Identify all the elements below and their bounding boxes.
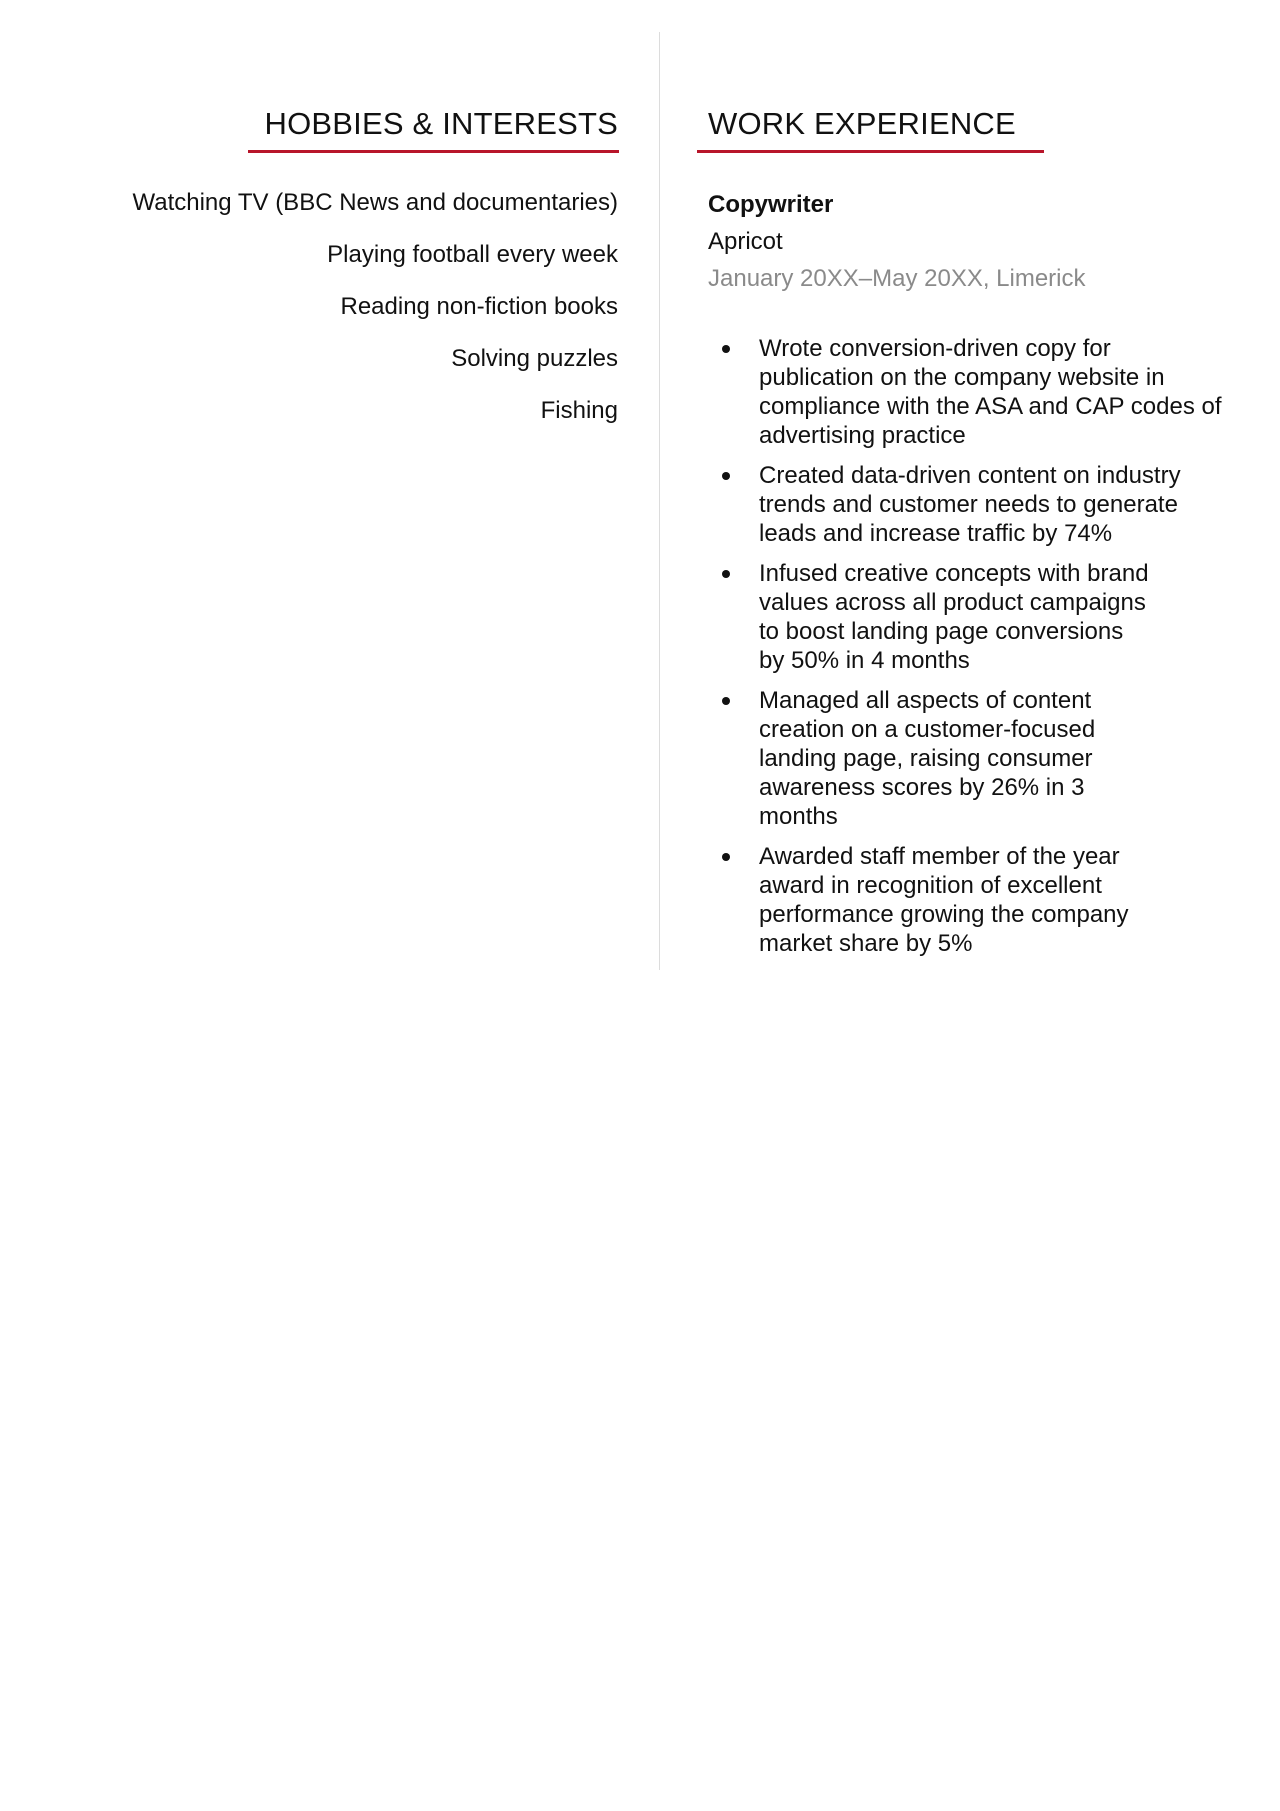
bullet-dot-icon [722,345,730,353]
bullet-dot-icon [722,697,730,705]
job-dates-location: January 20XX–May 20XX, Limerick [708,265,1086,292]
job-entry [708,191,1228,957]
hobby-item: Watching TV (BBC News and documentaries) [132,189,618,216]
hobby-item: Playing football every week [327,241,618,268]
hobbies-list [132,189,618,449]
hobbies-heading-underline [248,150,619,153]
job-bullet-text: Awarded staff member of the year award in recognition of excellent performance growing the company market share by 5% [759,843,1129,957]
hobby-item: Reading non-fiction books [340,293,618,320]
work-experience-heading: WORK EXPERIENCE [708,106,1016,141]
column-divider [659,32,660,970]
job-title: Copywriter [708,191,834,218]
job-company: Apricot [708,228,783,255]
job-bullet [708,461,1229,548]
bullet-dot-icon [722,853,730,861]
bullet-dot-icon [722,472,730,480]
bullet-dot-icon [722,570,730,578]
job-bullet-text: Created data-driven content on industry trends and customer needs to generate leads and increase traffic by 74% [759,462,1181,547]
hobbies-heading: HOBBIES & INTERESTS [264,106,618,141]
job-bullet-text: Wrote conversion-driven copy for publication on the company website in compliance with the ASA and CAP codes of advertising practice [759,335,1222,449]
job-bullet [708,842,1179,958]
job-bullets [708,334,1228,969]
job-bullet [708,334,1229,450]
hobby-item: Fishing [540,397,618,424]
job-bullet-text: Managed all aspects of content creation on a customer-focused landing page, raising consumer awareness scores by 26% in 3 months [759,687,1096,830]
job-bullet-text: Infused creative concepts with brand values across all product campaigns to boost landing page conversions by 50% in 4 months [759,560,1149,674]
job-bullet [708,686,1149,831]
hobby-item: Solving puzzles [451,345,618,372]
work-heading-underline [697,150,1044,153]
job-bullet [708,559,1149,675]
